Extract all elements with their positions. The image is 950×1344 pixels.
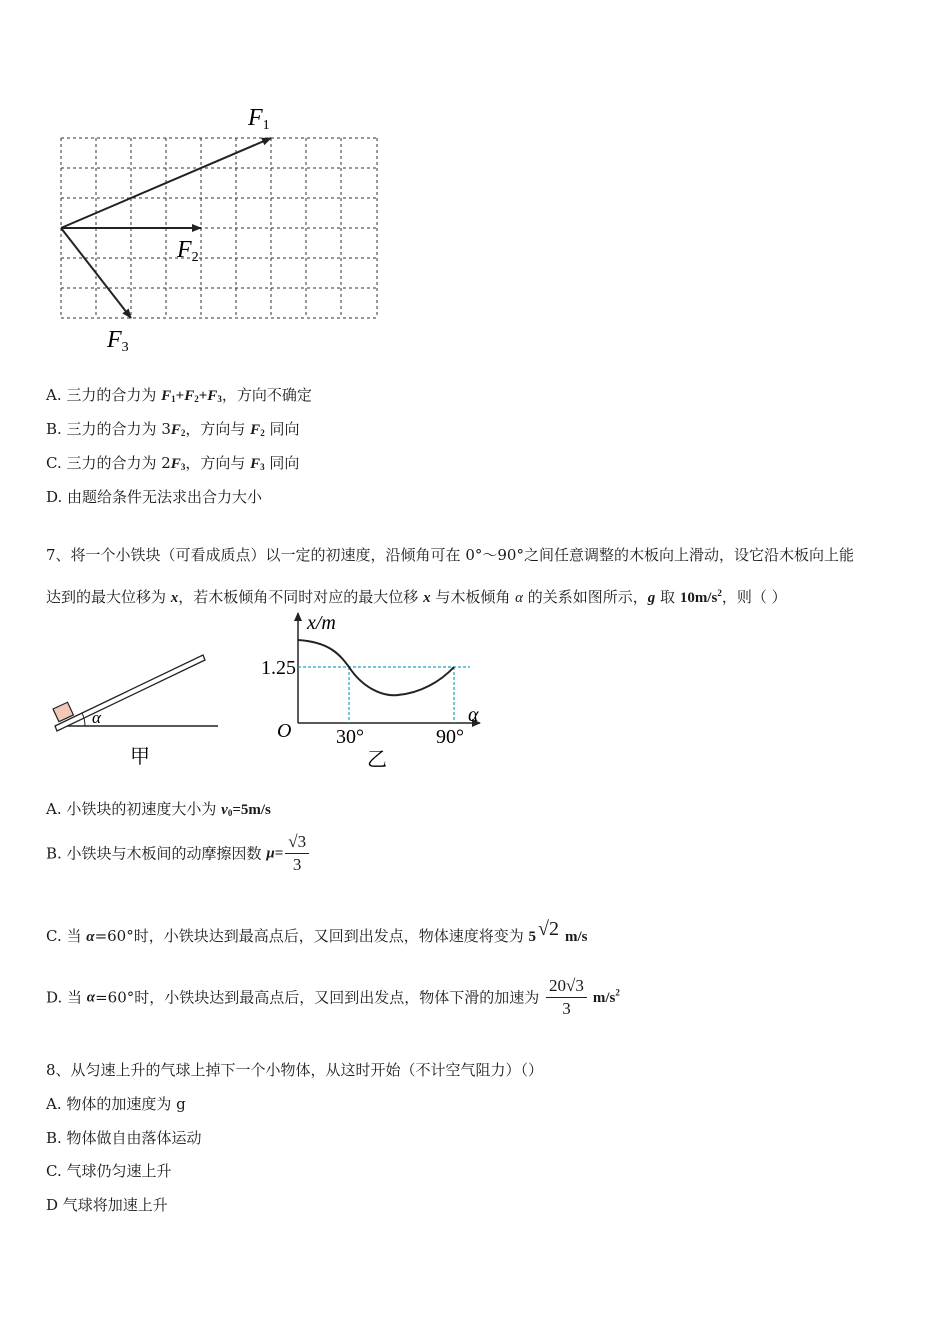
graph-x-tick-30: 30°	[336, 726, 364, 748]
q8-option-d: D 气球将加速上升	[46, 1196, 168, 1214]
f2-label: F2	[177, 237, 199, 265]
q7-stem-line2: 达到的最大位移为 x，若木板倾角不同时对应的最大位移 x 与木板倾角 α 的关系如图所示，g 取 $10m/s^2$，则（ ）	[46, 588, 787, 606]
f1-label: F1	[248, 105, 270, 133]
mu-fraction: $\frac{√3}{3}$	[285, 832, 309, 875]
q6-option-b: B. 三力的合力为 $3F_2$，方向与 $F_2$ 同向	[46, 420, 300, 438]
q7-stem-line1: 7、将一个小铁块（可看成质点）以一定的初速度，沿倾角可在 0°～90°之间任意调整的木板向上滑动，设它沿木板向上能	[46, 546, 854, 564]
graph-curve	[298, 640, 454, 695]
q7-option-b: B. 小铁块与木板间的动摩擦因数 μ= $\frac{√3}{3}$	[46, 832, 311, 875]
q8-option-a: A. 物体的加速度为 g	[46, 1095, 186, 1113]
force-vector-figure	[40, 95, 400, 365]
f3-label: F3	[107, 327, 129, 355]
incline-board	[55, 655, 205, 731]
fig-left-caption: 甲	[130, 746, 150, 768]
q7-option-c: C. 当 α=60°时，小铁块达到最高点后，又回到出发点，物体速度将变为 5 √2 m/s	[46, 918, 588, 945]
q8-option-b: B. 物体做自由落体运动	[46, 1129, 202, 1147]
q6-option-d: D. 由题给条件无法求出合力大小	[46, 488, 263, 506]
incline-alpha-label: α	[92, 708, 101, 727]
graph-alpha-label: α	[468, 704, 479, 726]
q8-stem: 8、从匀速上升的气球上掉下一个小物体，从这时开始（不计空气阻力）（）	[46, 1061, 544, 1079]
q7-option-d: D. 当 α=60°时，小铁块达到最高点后，又回到出发点，物体下滑的加速为 $\frac{20√3}{3}$ $m/s^2$	[46, 976, 620, 1018]
graph-x-tick-90: 90°	[436, 726, 464, 748]
graph-y-tick: 1.25	[261, 657, 296, 679]
x-alpha-graph	[261, 607, 500, 777]
graph-origin: O	[277, 720, 292, 742]
graph-y-label: x/m	[307, 612, 336, 634]
q7-option-a: A. 小铁块的初速度大小为 $v_0=5m/s$	[46, 800, 271, 818]
fig-right-caption: 乙	[367, 749, 387, 771]
q6-option-a: A. 三力的合力为 $F_1+F_2+F_3$，方向不确定	[46, 386, 312, 404]
q8-option-c: C. 气球仍匀速上升	[46, 1162, 172, 1180]
accel-fraction: $\frac{20√3}{3}$	[546, 976, 587, 1019]
q6-option-c: C. 三力的合力为 $2F_3$，方向与 $F_3$ 同向	[46, 454, 300, 472]
incline-figure	[40, 645, 230, 775]
